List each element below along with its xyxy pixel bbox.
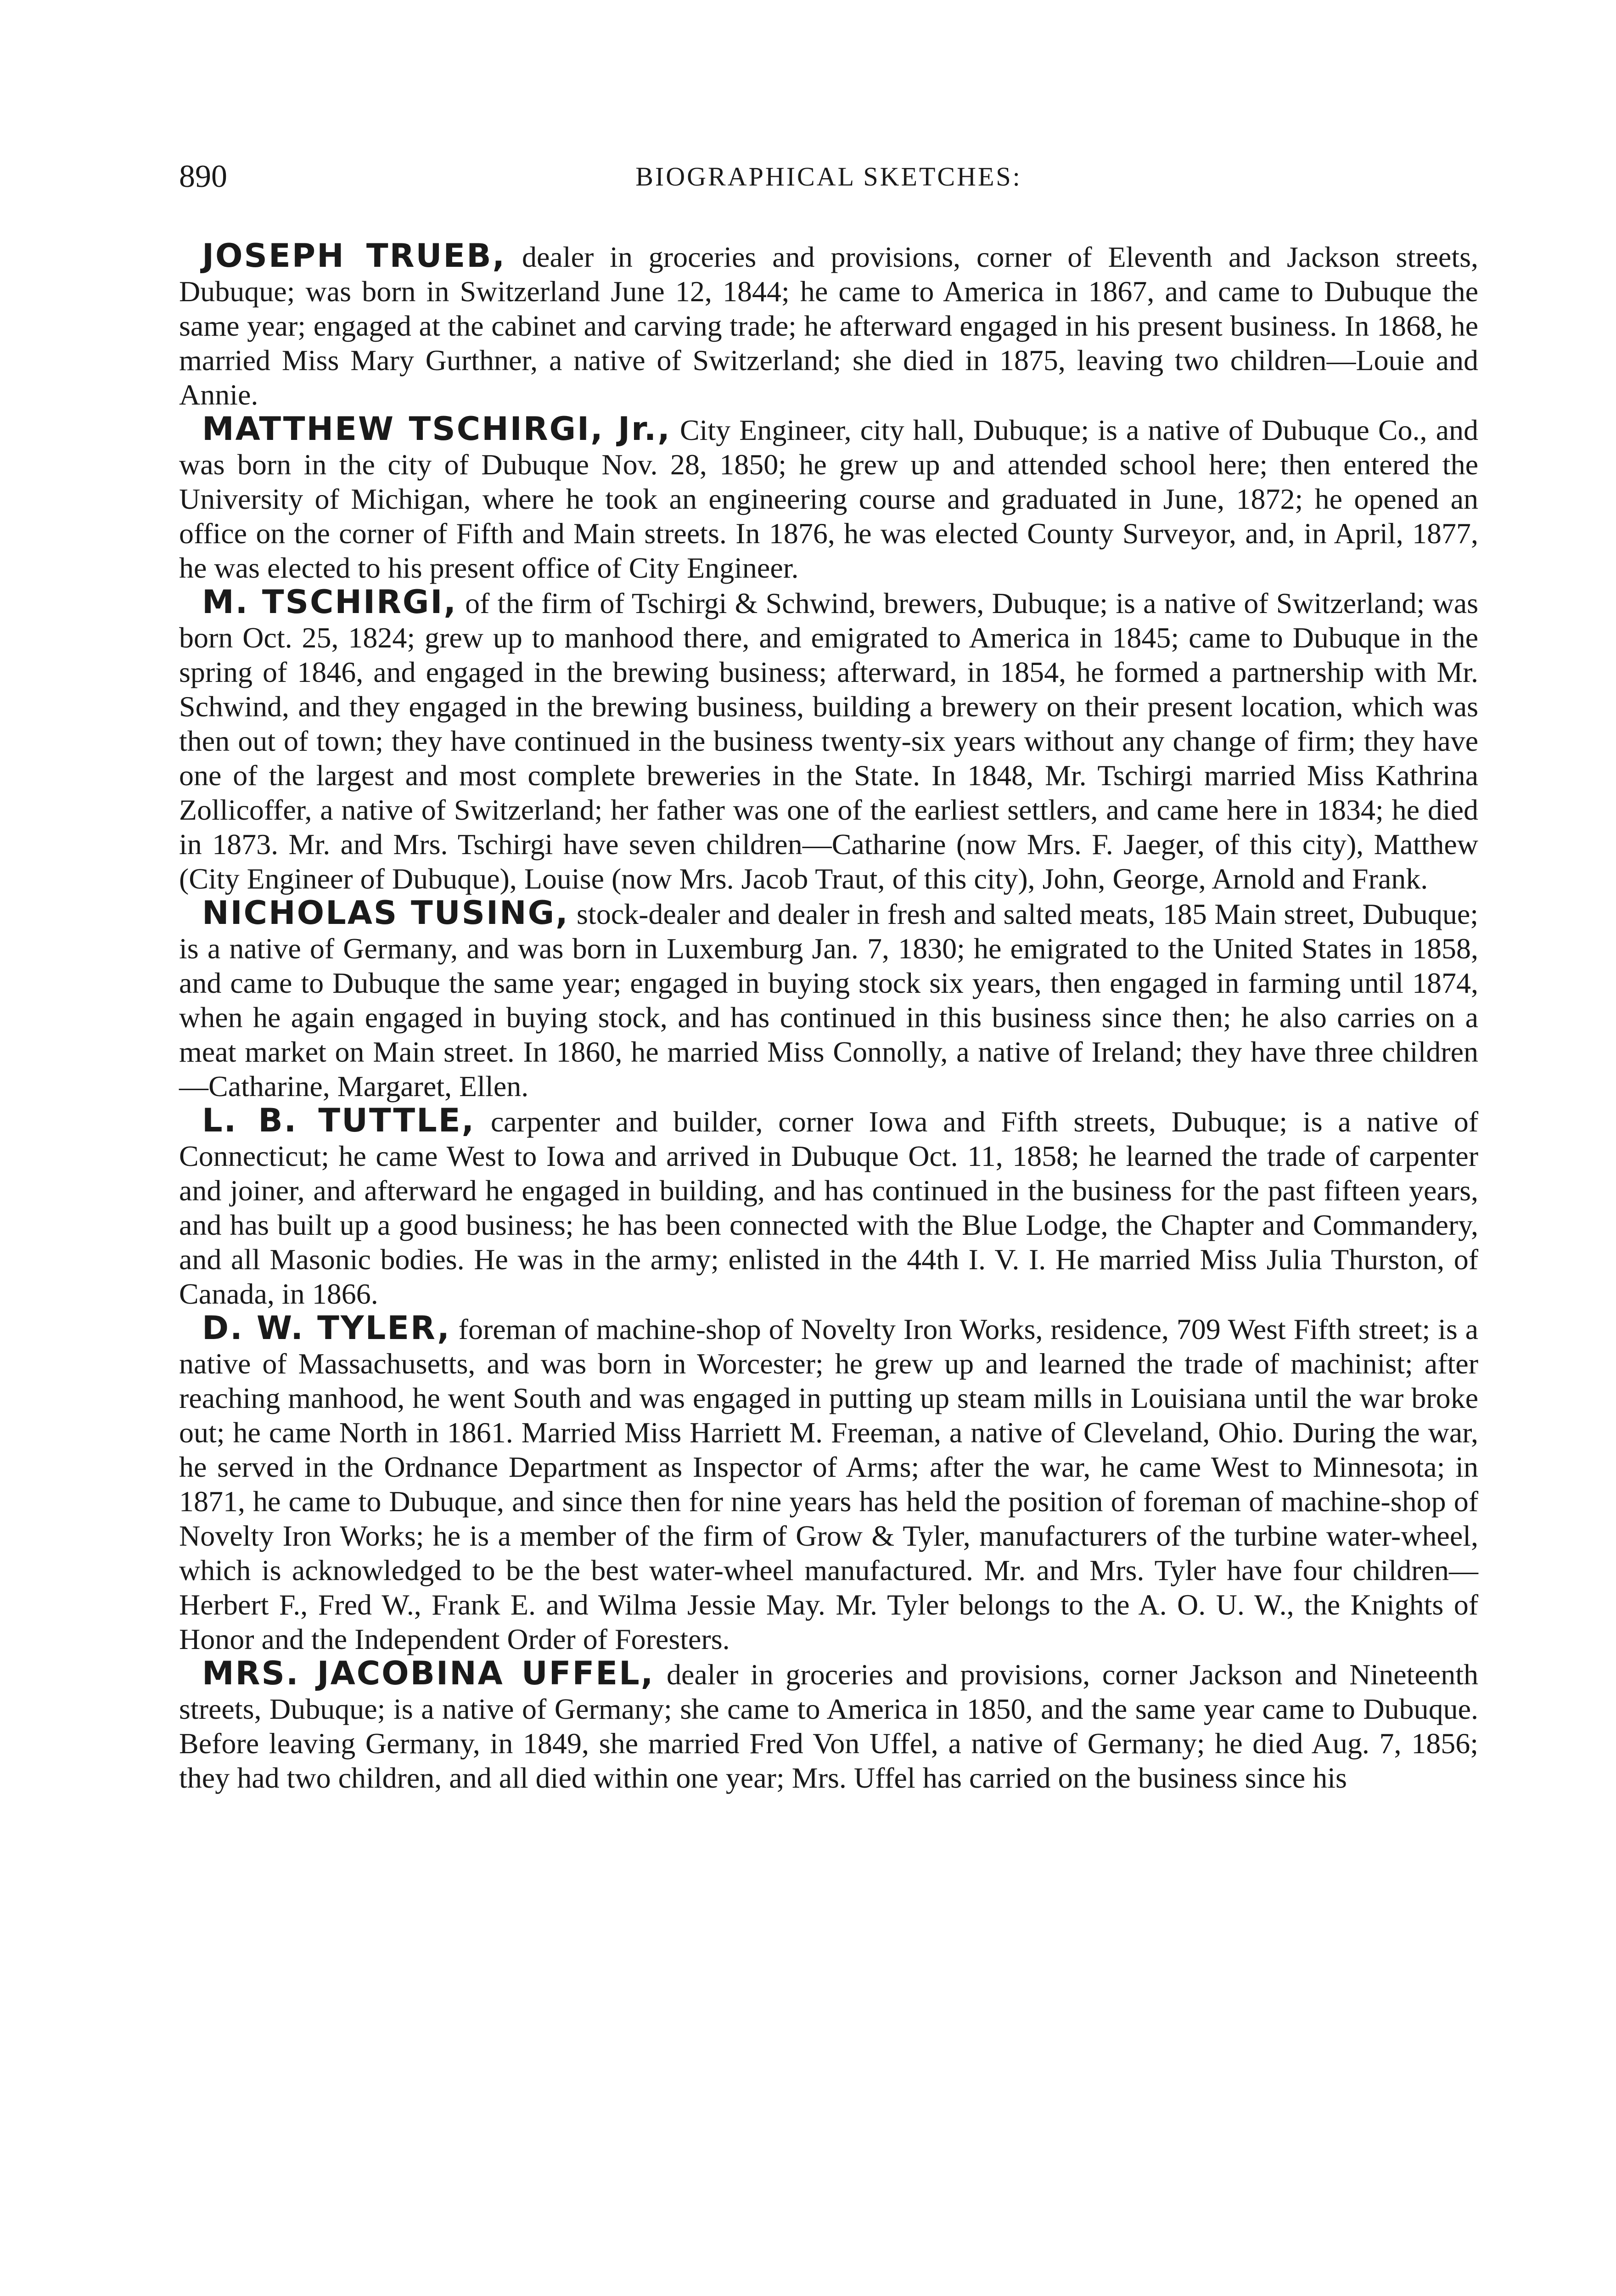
entry-matthew-tschirgi-jr	[179, 412, 1478, 585]
biography-entries	[179, 239, 1478, 1795]
running-title: BIOGRAPHICAL SKETCHES:	[635, 162, 1022, 191]
entry-text: dealer in groceries and provisions, corner of Eleventh and Jackson streets, Dubuque; was born in Switzerland June 12, 1844; he came to America in 1867, and came to Dubuque the same year; engaged at the cabinet and carving trade; he afterward engaged in his present business. In 1868, he married Miss Mary Gurthner, a native of Switzerland; she died in 1875, leaving two children—Louie and Annie.	[179, 241, 1479, 411]
entry-name: MATTHEW TSCHIRGI, Jr.,	[202, 410, 671, 448]
entry-l-b-tuttle	[179, 1103, 1478, 1311]
entry-name: NICHOLAS TUSING,	[202, 894, 569, 932]
entry-nicholas-tusing	[179, 896, 1478, 1103]
entry-name: L. B. TUTTLE,	[202, 1102, 476, 1139]
entry-text: stock-dealer and dealer in fresh and salted meats, 185 Main street, Dubuque; is a native of Germany, and was born in Luxemburg Jan. 7, 1830; he emigrated to the United States in 1858, and came to Dubuque the same year; engaged in buying stock six years, then engaged in farming until 1874, when he again engaged in buying stock, and has continued in this business since then; he also carries on a meat market on Main street. In 1860, he married Miss Connolly, a native of Ireland; they have three children—Catharine, Margaret, Ellen.	[179, 898, 1479, 1103]
entry-joseph-trueb	[179, 239, 1478, 412]
book-page	[179, 156, 1478, 1795]
entry-text: City Engineer, city hall, Dubuque; is a native of Dubuque Co., and was born in the city of Dubuque Nov. 28, 1850; he grew up and attended school here; then entered the University of Michigan, where he took an engineering course and graduated in June, 1872; he opened an office on the corner of Fifth and Main streets. In 1876, he was elected County Surveyor, and, in April, 1877, he was elected to his present office of City Engineer.	[179, 414, 1478, 584]
entry-text: of the firm of Tschirgi & Schwind, brewers, Dubuque; is a native of Switzerland; was born Oct. 25, 1824; grew up to manhood there, and emigrated to America in 1845; came to Dubuque in the spring of 1846, and engaged in the brewing business; afterward, in 1854, he formed a partnership with Mr. Schwind, and they engaged in the brewing business, building a brewery on their present location, which was then out of town; they have continued in the business twenty-six years without any change of firm; they have one of the largest and most complete breweries in the State. In 1848, Mr. Tschirgi married Miss Kathrina Zollicoffer, a native of Switzerland; her father was one of the earliest settlers, and came here in 1834; he died in 1873. Mr. and Mrs. Tschirgi have seven children—Catharine (now Mrs. F. Jaeger, of this city), Matthew (City Engineer of Dubuque), Louise (now Mrs. Jacob Traut, of this city), John, George, Arnold and Frank.	[179, 587, 1479, 895]
entry-m-tschirgi	[179, 585, 1478, 896]
entry-d-w-tyler	[179, 1311, 1478, 1656]
entry-text: dealer in groceries and provisions, corner Jackson and Nineteenth streets, Dubuque; is a native of Germany; she came to America in 1850, and the same year came to Dubuque. Before leaving Germany, in 1849, she married Fred Von Uffel, a native of Germany; he died Aug. 7, 1856; they had two children, and all died within one year; Mrs. Uffel has carried on the business since his	[179, 1658, 1478, 1794]
entry-text: foreman of machine-shop of Novelty Iron Works, residence, 709 West Fifth street; is a native of Massachusetts, and was born in Worcester; he grew up and learned the trade of machinist; after reaching manhood, he went South and was engaged in putting up steam mills in Louisiana until the war broke out; he came North in 1861. Married Miss Harriett M. Freeman, a native of Cleveland, Ohio. During the war, he served in the Ordnance Department as Inspector of Arms; after the war, he came West to Minnesota; in 1871, he came to Dubuque, and since then for nine years has held the position of foreman of machine-shop of Novelty Iron Works; he is a member of the firm of Grow & Tyler, manufacturers of the turbine water-wheel, which is acknowledged to be the best water-wheel manufactured. Mr. and Mrs. Tyler have four children—Herbert F., Fred W., Frank E. and Wilma Jessie May. Mr. Tyler belongs to the A. O. U. W., the Knights of Honor and the Independent Order of Foresters.	[179, 1313, 1479, 1655]
entry-name: M. TSCHIRGI,	[202, 583, 457, 621]
entry-name: MRS. JACOBINA UFFEL,	[202, 1654, 655, 1692]
entry-text: carpenter and builder, corner Iowa and Fifth streets, Dubuque; is a native of Connecticut; he came West to Iowa and arrived in Dubuque Oct. 11, 1858; he learned the trade of carpenter and joiner, and afterward he engaged in building, and has continued in the business for the past fifteen years, and has built up a good business; he has been connected with the Blue Lodge, the Chapter and Commandery, and all Masonic bodies. He was in the army; enlisted in the 44th I. V. I. He married Miss Julia Thurston, of Canada, in 1866.	[179, 1105, 1479, 1310]
entry-name: JOSEPH TRUEB,	[202, 237, 506, 275]
page-number: 890	[179, 159, 227, 194]
running-head	[179, 156, 1478, 207]
entry-mrs-jacobina-uffel	[179, 1656, 1478, 1795]
entry-name: D. W. TYLER,	[202, 1309, 451, 1347]
